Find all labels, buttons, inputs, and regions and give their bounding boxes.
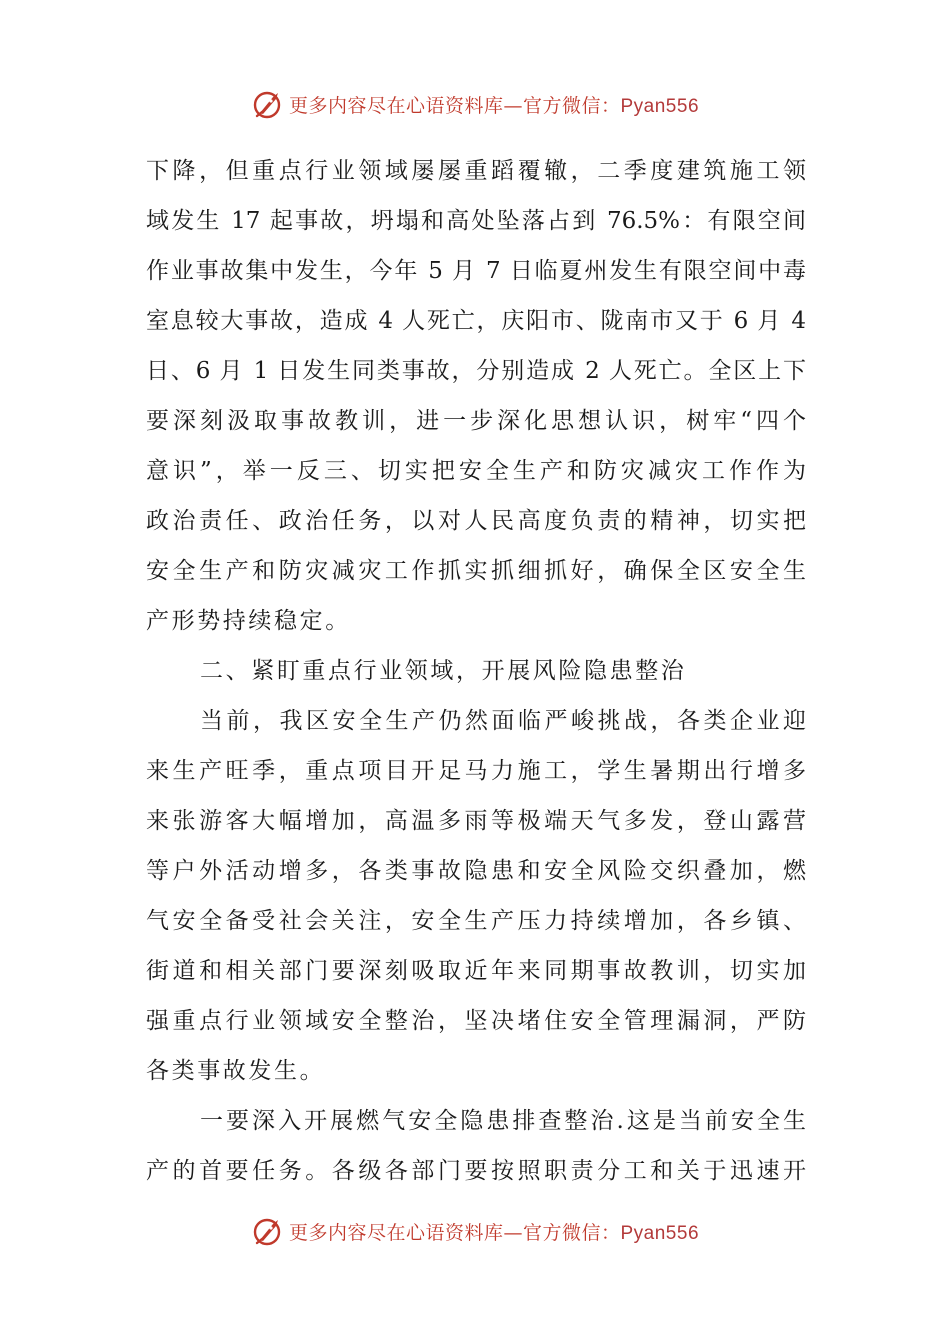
text-line: 等户外活动增多，各类事故隐患和安全风险交织叠加，燃	[146, 858, 806, 884]
document-body	[146, 146, 806, 1196]
text-line: 日、6 月 1 日发生同类事故，分别造成 2 人死亡。全区上下	[146, 358, 806, 384]
watermark-text: 更多内容尽在心语资料库—官方微信：Pyan556	[288, 1221, 700, 1244]
text-line: 产的首要任务。各级各部门要按照职责分工和关于迅速开	[146, 1158, 806, 1184]
text-line: 各类事故发生。	[146, 1058, 326, 1084]
text-line: 强重点行业领域安全整治，坚决堵住安全管理漏洞，严防	[146, 1008, 806, 1034]
text-line: 来生产旺季，重点项目开足马力施工，学生暑期出行增多	[146, 758, 806, 784]
text-line: 域发生 17 起事故，坍塌和高处坠落占到 76.5%：有限空间	[146, 208, 806, 234]
text-line: 安全生产和防灾减灾工作抓实抓细抓好，确保全区安全生	[146, 558, 806, 584]
footer-watermark	[0, 1211, 950, 1251]
wechat-id: Pyan556	[620, 1222, 700, 1244]
text-line: 气安全备受社会关注，安全生产压力持续增加，各乡镇、	[146, 908, 806, 934]
pen-nib-logo-icon	[251, 1214, 285, 1248]
section-heading: 二、紧盯重点行业领域，开展风险隐患整治	[200, 658, 687, 684]
wechat-id: Pyan556	[620, 95, 700, 117]
watermark-text: 更多内容尽在心语资料库—官方微信：Pyan556	[288, 94, 700, 117]
text-line: 下降，但重点行业领域屡屡重蹈覆辙，二季度建筑施工领	[146, 158, 806, 184]
text-line: 室息较大事故，造成 4 人死亡，庆阳市、陇南市又于 6 月 4	[146, 308, 806, 334]
text-line: 产形势持续稳定。	[146, 608, 351, 634]
text-line: 当前，我区安全生产仍然面临严峻挑战，各类企业迎	[200, 708, 806, 734]
text-line: 街道和相关部门要深刻吸取近年来同期事故教训，切实加	[146, 958, 806, 984]
text-line: 一要深入开展燃气安全隐患排查整治.这是当前安全生	[200, 1108, 806, 1134]
pen-nib-logo-icon	[251, 87, 285, 121]
header-watermark	[0, 84, 950, 124]
text-line: 作业事故集中发生，今年 5 月 7 日临夏州发生有限空间中毒	[146, 258, 806, 284]
text-line: 政治责任、政治任务，以对人民高度负责的精神，切实把	[146, 508, 806, 534]
text-line: 意识”，举一反三、切实把安全生产和防灾减灾工作作为	[146, 458, 806, 484]
text-line: 要深刻汲取事故教训，进一步深化思想认识，树牢“四个	[146, 408, 806, 434]
text-line: 来张游客大幅增加，高温多雨等极端天气多发，登山露营	[146, 808, 806, 834]
